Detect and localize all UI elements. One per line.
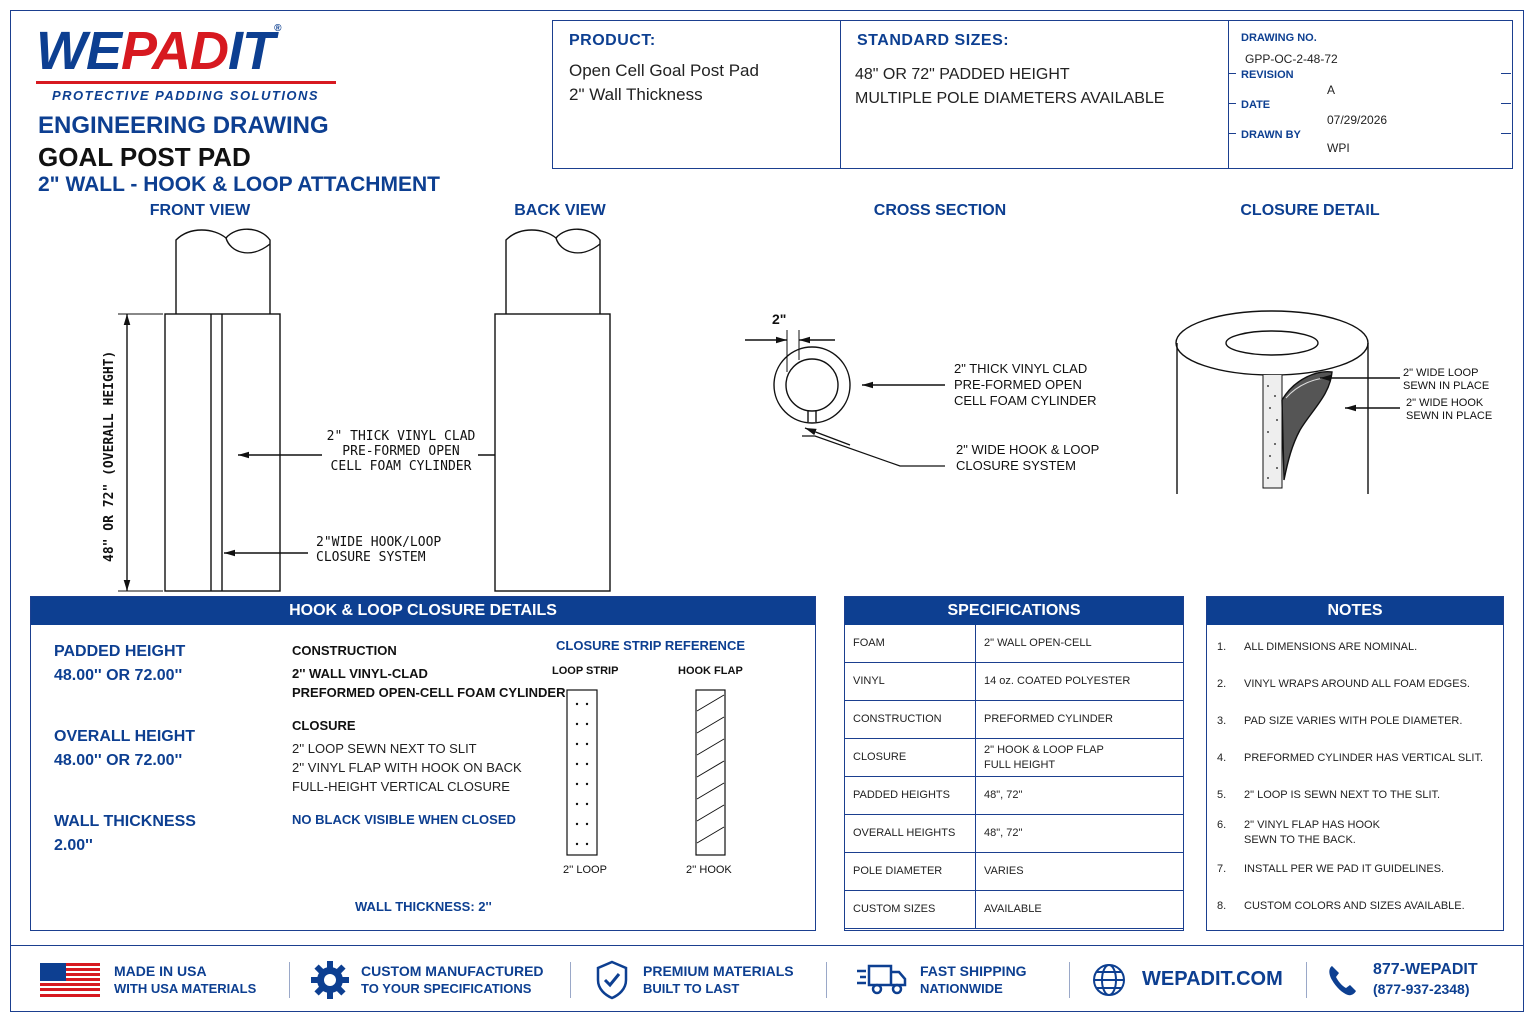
- spec-value: [976, 625, 1184, 663]
- footer-premium-line-1: PREMIUM MATERIALS: [643, 963, 794, 979]
- padded-height-label: PADDED HEIGHT: [54, 643, 186, 660]
- construction-line-1: 2'' WALL VINYL-CLAD: [292, 666, 428, 681]
- front-cylinder-callout: [326, 429, 476, 474]
- cross-cylinder-line-1: 2" THICK VINYL CLAD: [954, 361, 1088, 376]
- cross-section-drawing: [745, 330, 945, 466]
- title-attachment: 2" WALL - HOOK & LOOP ATTACHMENT: [38, 173, 440, 196]
- spec-row: [845, 663, 1183, 701]
- spec-value-line: 14 oz. COATED POLYESTER: [984, 675, 1131, 687]
- note-text: [1244, 714, 1504, 729]
- front-cylinder-line-1: 2" THICK VINYL CLAD: [326, 429, 476, 444]
- specifications-table: [845, 625, 1183, 929]
- closure-label: CLOSURE: [292, 718, 356, 733]
- closure-detail-drawing: [1176, 311, 1400, 494]
- hook-callout: [1406, 397, 1492, 423]
- loop-caption: 2'' LOOP: [563, 864, 607, 876]
- overall-height-label-panel: OVERALL HEIGHT: [54, 728, 196, 745]
- closure-detail-title: CLOSURE DETAIL: [1240, 202, 1380, 219]
- cross-closure-line-1: 2" WIDE HOOK & LOOP: [956, 442, 1100, 457]
- front-closure-callout: [316, 535, 441, 565]
- spec-value-line: FULL HEIGHT: [984, 758, 1056, 771]
- front-cylinder-line-3: CELL FOAM CYLINDER: [330, 459, 472, 474]
- shield-check-icon: [595, 960, 629, 1000]
- hook-callout-line-1: 2" WIDE HOOK: [1406, 397, 1484, 409]
- spec-value: [976, 891, 1184, 929]
- footer-custom-line-1: CUSTOM MANUFACTURED: [361, 963, 544, 979]
- spec-value-line: 48", 72": [984, 789, 1023, 801]
- revision: A: [1327, 83, 1336, 97]
- date-label: DATE: [1241, 99, 1271, 111]
- spec-value: [976, 777, 1184, 815]
- spec-value: [976, 701, 1184, 739]
- phone-icon: [1326, 963, 1358, 997]
- closure-line-2: 2'' VINYL FLAP WITH HOOK ON BACK: [292, 760, 522, 775]
- loop-callout: [1403, 367, 1489, 393]
- spec-row: [845, 853, 1183, 891]
- cross-dim-label: 2": [772, 311, 787, 327]
- closure-line-3: FULL-HEIGHT VERTICAL CLOSURE: [292, 779, 510, 794]
- usa-flag-icon: [40, 963, 100, 997]
- note-text-line: CUSTOM COLORS AND SIZES AVAILABLE.: [1244, 900, 1465, 912]
- loop-strip-icon: [567, 690, 597, 855]
- drawing-no-label: DRAWING NO.: [1241, 32, 1317, 44]
- spec-value-line: AVAILABLE: [984, 903, 1042, 915]
- note-number: 7.: [1217, 863, 1227, 875]
- footer-custom-line-2: TO YOUR SPECIFICATIONS: [361, 981, 532, 996]
- spec-value-line: 2" WALL OPEN-CELL: [984, 637, 1092, 649]
- loop-callout-line-2: SEWN IN PLACE: [1403, 380, 1490, 392]
- note-text-line: ALL DIMENSIONS ARE NOMINAL.: [1244, 641, 1418, 653]
- front-cylinder-line-2: PRE-FORMED OPEN: [342, 444, 460, 459]
- note-text-line: PREFORMED CYLINDER HAS VERTICAL SLIT.: [1244, 752, 1483, 764]
- back-view-drawing: [495, 229, 610, 591]
- logo-it: IT: [228, 21, 275, 81]
- spec-key: CLOSURE: [845, 739, 976, 777]
- notes-title: NOTES: [1207, 597, 1503, 625]
- note-text-line: SEWN TO THE BACK.: [1244, 834, 1356, 846]
- spec-value-line: PREFORMED CYLINDER: [984, 713, 1113, 725]
- footer-divider: [826, 962, 827, 998]
- footer-divider: [1069, 962, 1070, 998]
- footer-usa-line-2: WITH USA MATERIALS: [114, 981, 257, 996]
- title-product: GOAL POST PAD: [38, 142, 251, 172]
- logo-we: WE: [36, 21, 121, 81]
- hook-callout-line-2: SEWN IN PLACE: [1406, 410, 1493, 422]
- note-text: [1244, 788, 1504, 803]
- construction-label: CONSTRUCTION: [292, 643, 397, 658]
- truck-icon: [855, 963, 907, 997]
- hook-flap-icon: [696, 690, 725, 855]
- note-text-line: 2" LOOP IS SEWN NEXT TO THE SLIT.: [1244, 789, 1441, 801]
- hook-flap-label: HOOK FLAP: [678, 665, 743, 677]
- loop-callout-line-1: 2" WIDE LOOP: [1403, 367, 1479, 379]
- sizes-line-2: MULTIPLE POLE DIAMETERS AVAILABLE: [855, 90, 1165, 107]
- cross-cylinder-callout: [954, 361, 1097, 409]
- closure-lines: [292, 739, 522, 796]
- note-number: 4.: [1217, 752, 1227, 764]
- product-line-2: 2" Wall Thickness: [569, 85, 703, 104]
- front-closure-line-1: 2"WIDE HOOK/LOOP: [316, 535, 442, 550]
- spec-value-line: 2" HOOK & LOOP FLAP: [984, 743, 1104, 756]
- sizes-line-1: 48" OR 72" PADDED HEIGHT: [855, 66, 1070, 83]
- note-number: 1.: [1217, 641, 1227, 653]
- note-number: 3.: [1217, 715, 1227, 727]
- footer-divider: [570, 962, 571, 998]
- strip-reference-drawing: [566, 689, 766, 859]
- footer-divider: [1306, 962, 1307, 998]
- back-view-title: BACK VIEW: [514, 202, 606, 219]
- spec-value: [976, 663, 1184, 701]
- spec-key: POLE DIAMETER: [845, 853, 976, 891]
- footer-ship-line-2: NATIONWIDE: [920, 981, 1003, 996]
- cross-closure-callout: [956, 442, 1099, 474]
- globe-icon: [1092, 963, 1126, 997]
- spec-key: VINYL: [845, 663, 976, 701]
- wall-thickness-value: 2.00'': [54, 837, 93, 854]
- note-text: [1244, 677, 1504, 692]
- front-view-title: FRONT VIEW: [149, 202, 251, 219]
- specifications-panel: [844, 596, 1184, 931]
- overall-height-label: 48" OR 72" (OVERALL HEIGHT): [102, 350, 117, 562]
- spec-key: OVERALL HEIGHTS: [845, 815, 976, 853]
- front-closure-line-2: CLOSURE SYSTEM: [316, 550, 426, 565]
- hook-loop-panel-title: HOOK & LOOP CLOSURE DETAILS: [31, 597, 815, 625]
- note-text: [1244, 818, 1504, 848]
- spec-row: [845, 777, 1183, 815]
- note-text-line: 2" VINYL FLAP HAS HOOK: [1244, 819, 1380, 831]
- hook-caption: 2'' HOOK: [686, 864, 732, 876]
- footer-divider: [289, 962, 290, 998]
- revision-label: REVISION: [1241, 69, 1294, 81]
- wall-thickness-label: WALL THICKNESS: [54, 813, 196, 830]
- wall-thickness-footer: WALL THICKNESS: 2'': [355, 899, 492, 914]
- note-text: [1244, 751, 1504, 766]
- overall-height-dimension: [102, 350, 117, 562]
- spec-key: FOAM: [845, 625, 976, 663]
- spec-value: [976, 815, 1184, 853]
- spec-row: [845, 739, 1183, 777]
- cross-cylinder-line-2: PRE-FORMED OPEN: [954, 377, 1082, 392]
- hook-loop-panel: [30, 596, 816, 931]
- strip-reference-title: CLOSURE STRIP REFERENCE: [556, 638, 746, 653]
- note-number: 2.: [1217, 678, 1227, 690]
- closure-line-1: 2'' LOOP SEWN NEXT TO SLIT: [292, 741, 477, 756]
- footer-website-link[interactable]: WEPADIT.COM: [1142, 968, 1283, 990]
- spec-key: PADDED HEIGHTS: [845, 777, 976, 815]
- logo-tagline: PROTECTIVE PADDING SOLUTIONS: [52, 88, 320, 103]
- note-number: 6.: [1217, 819, 1227, 831]
- spec-row: [845, 815, 1183, 853]
- spec-row: [845, 625, 1183, 663]
- note-text: [1244, 862, 1504, 877]
- cross-section-title: CROSS SECTION: [873, 202, 1007, 219]
- gear-icon: [310, 960, 350, 1000]
- note-text: [1244, 640, 1504, 655]
- product-line-1: Open Cell Goal Post Pad: [569, 61, 759, 80]
- drawn-by: WPI: [1327, 141, 1350, 155]
- title-engineering: ENGINEERING DRAWING: [38, 112, 329, 139]
- spec-value-line: VARIES: [984, 865, 1024, 877]
- loop-strip-label: LOOP STRIP: [552, 665, 619, 677]
- spec-value: [976, 739, 1184, 777]
- footer-premium-line-2: BUILT TO LAST: [643, 981, 740, 996]
- footer-ship-line-1: FAST SHIPPING: [920, 963, 1027, 979]
- note-text-line: PAD SIZE VARIES WITH POLE DIAMETER.: [1244, 715, 1463, 727]
- spec-value-line: 48", 72": [984, 827, 1023, 839]
- construction-line-2: PREFORMED OPEN-CELL FOAM CYLINDER: [292, 685, 566, 700]
- cross-closure-line-2: CLOSURE SYSTEM: [956, 458, 1076, 473]
- spec-row: [845, 891, 1183, 929]
- spec-key: CUSTOM SIZES: [845, 891, 976, 929]
- footer-phone-line-2[interactable]: (877-937-2348): [1373, 981, 1470, 997]
- note-text: [1244, 899, 1504, 914]
- logo-registered: ®: [274, 23, 281, 34]
- cross-cylinder-line-3: CELL FOAM CYLINDER: [954, 393, 1097, 408]
- note-number: 8.: [1217, 900, 1227, 912]
- padded-height-value: 48.00'' OR 72.00'': [54, 667, 183, 684]
- note-text-line: VINYL WRAPS AROUND ALL FOAM EDGES.: [1244, 678, 1470, 690]
- note-text-line: INSTALL PER WE PAD IT GUIDELINES.: [1244, 863, 1445, 875]
- specifications-title: SPECIFICATIONS: [845, 597, 1183, 625]
- no-black-note: NO BLACK VISIBLE WHEN CLOSED: [292, 812, 516, 827]
- spec-key: CONSTRUCTION: [845, 701, 976, 739]
- spec-row: [845, 701, 1183, 739]
- date: 07/29/2026: [1327, 113, 1388, 127]
- spec-value: [976, 853, 1184, 891]
- sizes-label: STANDARD SIZES:: [857, 32, 1010, 49]
- logo-pad: PAD: [121, 21, 229, 81]
- footer-usa-line-1: MADE IN USA: [114, 963, 207, 979]
- overall-height-value: 48.00'' OR 72.00'': [54, 752, 183, 769]
- product-label: PRODUCT:: [569, 32, 656, 49]
- footer-bar: [10, 945, 1524, 1013]
- notes-panel: [1206, 596, 1504, 931]
- drawn-by-label: DRAWN BY: [1241, 129, 1301, 141]
- note-number: 5.: [1217, 789, 1227, 801]
- drawing-no: GPP-OC-2-48-72: [1245, 52, 1338, 66]
- footer-phone-line-1[interactable]: 877-WEPADIT: [1373, 961, 1478, 978]
